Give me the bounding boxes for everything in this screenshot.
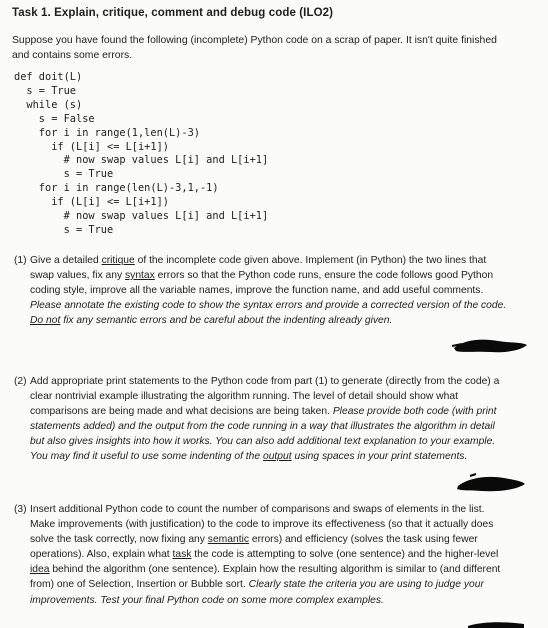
question-text-segment: output: [262, 451, 292, 463]
question-text: [30, 253, 510, 328]
question-3: [14, 502, 510, 608]
question-text-segment: task: [172, 549, 192, 561]
question-text-segment: behind the algorithm (one sentence). Explain how the resulting algorithm is similar to (and different from) one of Selection, Insertion or Bubble sort.: [30, 564, 501, 591]
intro-paragraph: Suppose you have found the following (incomplete) Python code on a scrap of paper. It isn't quite finished and contains some errors.: [12, 35, 497, 61]
question-text-segment: Add appropriate print statements to the Python code from part (1) to generate (directly from the code) a clear nontrivial example illustrating the algorithm running. The level of detail should show what comparisons are being made and what decisions are being taken.: [30, 376, 500, 418]
code-line: s = True: [14, 168, 114, 181]
question-text-segment: fix any semantic errors and be careful about the indenting already given.: [60, 315, 393, 327]
question-text-segment: errors so that the Python code runs, ensure the code follows good Python coding style, improve all the variable names, improve the function name, and add useful comments.: [30, 270, 494, 297]
question-text-segment: Give a detailed: [30, 255, 102, 266]
question-text-segment: Do not: [30, 315, 61, 327]
question-text-segment: of the incomplete code given above. Implement (in Python) the two lines that swap values, fix any: [30, 255, 487, 282]
question-text-segment: the code is attempting to solve (one sentence) and the higher-level: [191, 549, 499, 561]
question-number: (2): [14, 376, 27, 387]
code-block: [14, 71, 268, 238]
question-text: [30, 374, 510, 465]
question-text-segment: Insert additional Python code to count the number of comparisons and swaps of elements in the list. Make improvements (with justification) to the code to improve its effectiveness (so that it actually does solve the task correctly, now fixing any: [30, 504, 494, 546]
question-text-segment: critique: [101, 255, 135, 266]
code-line: for i in range(1,len(L)-3): [14, 126, 200, 139]
question-text-segment: errors) and efficiency (solves the task using fewer operations). Also, explain what: [30, 534, 478, 561]
question-number: (3): [14, 504, 27, 515]
question-text-segment: Please provide both code (with print statements added) and the output from the code running in a way that illustrates the algorithm in detail but also gives insights into how it works. You can also add additional text explanation to your example. You may find it useful to use some indenting of the: [30, 406, 497, 463]
question-text-segment: semantic: [207, 534, 249, 546]
code-line: # now swap values L[i] and L[i+1]: [14, 154, 269, 167]
redaction-scribble: [466, 620, 526, 628]
question-text-segment: Please annotate the existing code to show the syntax errors and provide a corrected version of the code.: [30, 300, 507, 312]
redaction-scribble: [450, 334, 530, 358]
code-line: while (s): [14, 98, 83, 111]
code-line: def doit(L): [14, 71, 83, 83]
question-text-segment: using spaces in your print statements.: [291, 451, 468, 463]
code-line: if (L[i] <= L[i+1]): [14, 196, 169, 209]
code-line: s = False: [14, 112, 95, 125]
question-text-segment: syntax: [125, 270, 155, 282]
question-number: (1): [14, 255, 27, 266]
code-line: # now swap values L[i] and L[i+1]: [14, 210, 269, 223]
code-line: s = True: [14, 223, 114, 236]
redaction-scribble: [452, 470, 528, 496]
code-line: if (L[i] <= L[i+1]): [14, 140, 169, 153]
question-1: [14, 253, 510, 328]
question-text-segment: Clearly state the criteria you are using to judge your improvements. Test your final Python code on some more complex examples.: [30, 579, 484, 606]
task-title: Task 1. Explain, critique, comment and debug code (ILO2): [12, 7, 334, 19]
question-2: [14, 374, 510, 465]
code-line: for i in range(len(L)-3,1,-1): [14, 182, 219, 195]
code-line: s = True: [14, 84, 76, 97]
question-text-segment: idea: [30, 564, 50, 576]
question-text: [30, 502, 510, 608]
